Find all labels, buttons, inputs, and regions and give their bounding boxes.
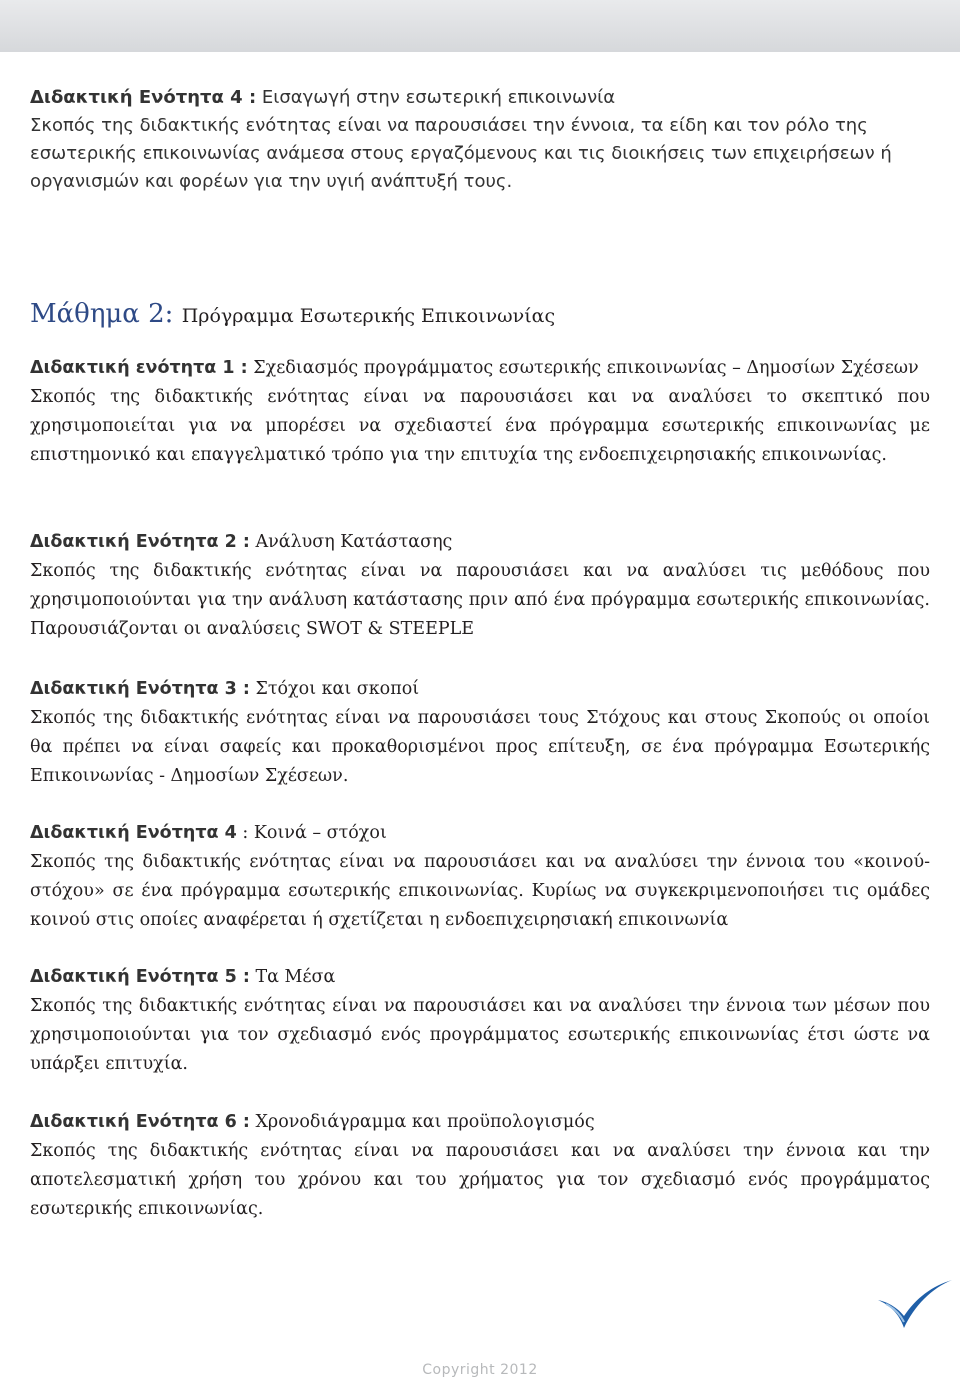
section-title: Διδακτική ενότητα 1 : (30, 358, 248, 378)
section-unit-4 (30, 819, 930, 935)
section-unit-6 (30, 1108, 930, 1224)
lesson-label: Μάθημα 2: (30, 299, 174, 329)
section-subtitle: Χρονοδιάγραμμα και προϋπολογισμός (255, 1112, 595, 1132)
section-title: Διδακτική Ενότητα 3 : (30, 679, 250, 699)
section-unit-3 (30, 675, 930, 791)
section-subtitle: Τα Μέσα (255, 967, 336, 987)
lesson-heading (30, 296, 930, 334)
section-body: Σκοπός της διδακτικής ενότητας είναι να παρουσιάσει και να αναλύσει τις μεθόδους που χρησιμοποιούνται για την ανάλυση κατάστασης πριν από ένα πρόγραμμα εσωτερικής επικοινωνίας. Παρουσιάζονται οι αναλύσεις SWOT & STEEPLE (30, 561, 930, 639)
section-title: Διδακτική Ενότητα 6 : (30, 1112, 250, 1132)
section-body: Σκοπός της διδακτικής ενότητας είναι να παρουσιάσει και να αναλύσει την έννοια των μέσων που χρησιμοποιούνται για τον σχεδιασμό ενός προγράμματος εσωτερικής επικοινωνίας έτσι ώστε να υπάρξει επιτυχία. (30, 996, 930, 1074)
section-subtitle: Σχεδιασμός προγράμματος εσωτερικής επικοινωνίας – Δημοσίων Σχέσεων (253, 358, 919, 378)
section-unit-1 (30, 354, 930, 470)
section-heading (30, 84, 930, 112)
section-title: Διδακτική Ενότητα 4 (30, 823, 237, 843)
section-subtitle: Εισαγωγή στην εσωτερική επικοινωνία (261, 87, 616, 108)
section-body: Σκοπός της διδακτικής ενότητας είναι να παρουσιάσει και να αναλύσει την έννοια του «κοινού-στόχου» σε ένα πρόγραμμα εσωτερικής επικοινωνίας. Κυρίως να συγκεκριμενοποιήσει τις ομάδες κοινού στις οποίες αναφέρεται ή σχετίζεται η ενδοεπιχειρησιακή επικοινωνία (30, 852, 930, 930)
section-title: Διδακτική Ενότητα 5 : (30, 967, 250, 987)
section-body: Σκοπός της διδακτικής ενότητας είναι να παρουσιάσει και να αναλύσει την έννοια και την αποτελεσματική χρήση του χρόνου και του χρήματος για τον σχεδιασμό ενός προγράμματος εσωτερικής επικοινωνίας. (30, 1141, 930, 1219)
section-title: Διδακτική Ενότητα 4 : (30, 87, 257, 108)
top-banner (0, 0, 960, 52)
copyright-text: Copyright 2012 (422, 1362, 538, 1378)
lesson-title: Πρόγραμμα Εσωτερικής Επικοινωνίας (181, 305, 556, 327)
section-body: Σκοπός της διδακτικής ενότητας είναι να παρουσιάσει την έννοια, τα είδη και τον ρόλο της εσωτερικής επικοινωνίας ανάμεσα στους εργαζόμενους και τις διοικήσεις των επιχειρήσεων ή οργανισμών και φορέων για την υγιή ανάπτυξή τους. (30, 115, 892, 192)
section-subtitle: : Κοινά – στόχοι (242, 823, 387, 843)
section-heading (30, 1108, 930, 1137)
section-unit-5 (30, 963, 930, 1079)
section-heading (30, 675, 930, 704)
section-heading (30, 963, 930, 992)
section-unit-2 (30, 528, 930, 644)
section-body: Σκοπός της διδακτικής ενότητας είναι να παρουσιάσει και να αναλύσει το σκεπτικό που χρησιμοποιείται για να μπορέσει να σχεδιαστεί ένα πρόγραμμα εσωτερικής επικοινωνίας με επιστημονικό και επαγγελματικό τρόπο για την επιτυχία της ενδοεπιχειρησιακής επικοινωνίας. (30, 387, 930, 465)
section-body: Σκοπός της διδακτικής ενότητας είναι να παρουσιάσει τους Στόχους και στους Σκοπούς οι οποίοι θα πρέπει να είναι σαφείς και προκαθορισμένοι προς επίτευξη, σε ένα πρόγραμμα Εσωτερικής Επικοινωνίας - Δημοσίων Σχέσεων. (30, 708, 930, 786)
section-subtitle: Στόχοι και σκοποί (255, 679, 420, 699)
section-unit-4-intro (30, 84, 930, 196)
swoosh-logo-icon (874, 1276, 954, 1332)
section-heading (30, 819, 930, 848)
section-heading (30, 354, 930, 383)
section-heading (30, 528, 930, 557)
section-title: Διδακτική Ενότητα 2 : (30, 532, 250, 552)
section-subtitle: Ανάλυση Κατάστασης (255, 532, 453, 552)
